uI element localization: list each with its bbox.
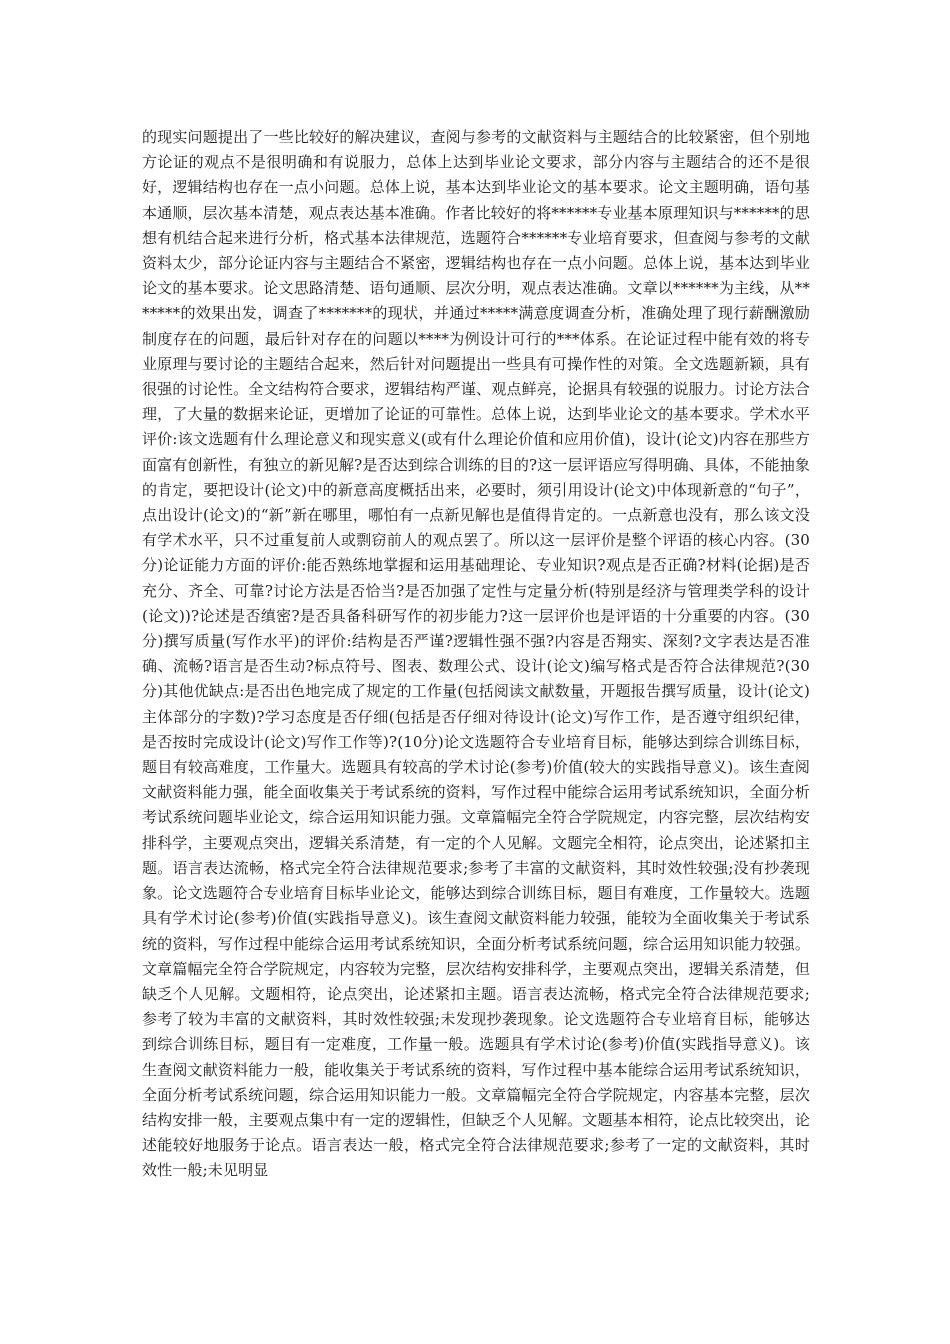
body-paragraph: 的现实问题提出了一些比较好的解决建议，查阅与参考的文献资料与主题结合的比较紧密，但个别地方论证的观点不是很明确和有说服力，总体上达到毕业论文要求，部分内容与主题结合的还不是很好，逻辑结构也存在一点小问题。总体上说，基本达到毕业论文的基本要求。论文主题明确，语句基本通顺，层次基本清楚，观点表达基本准确。作者比较好的将******专业基本原理知识与******的思想有机结合起来进行分析，格式基本法律规范，选题符合******专业培育要求，但查阅与参考的文献资料太少，部分论证内容与主题结合不紧密，逻辑结构也存在一点小问题。总体上说，基本达到毕业论文的基本要求。论文思路清楚、语句通顺、层次分明，观点表达准确。文章以******为主线，从*******的效果出发，调查了*******的现状，并通过*****满意度调查分析，准确处理了现行薪酬激励制度存在的问题，最后针对存在的问题以****为例设计可行的***体系。在论证过程中能有效的将专业原理与要讨论的主题结合起来，然后针对问题提出一些具有可操作性的对策。全文选题新颖，具有很强的讨论性。全文结构符合要求，逻辑结构严谨、观点鲜亮，论据具有较强的说服力。讨论方法合理，了大量的数据来论证，更增加了论证的可靠性。总体上说，达到毕业论文的基本要求。学术水平评价:该文选题有什么理论意义和现实意义(或有什么理论价值和应用价值)，设计(论文)内容在那些方面富有创新性，有独立的新见解?是否达到综合训练的目的?这一层评语应写得明确、具体，不能抽象的肯定，要把设计(论文)中的新意高度概括出来，必要时，须引用设计(论文)中体现新意的“句子”，点出设计(论文)的“新”新在哪里，哪怕有一点新见解也是值得肯定的。一点新意也没有，那么该文没有学术水平，只不过重复前人或剽窃前人的观点罢了。所以这一层评价是整个评语的核心内容。(30分)论证能力方面的评价:能否熟练地掌握和运用基础理论、专业知识?观点是否正确?材料(论据)是否充分、齐全、可靠?讨论方法是否恰当?是否加强了定性与定量分析(特别是经济与管理类学科的设计(论文))?论述是否缜密?是否具备科研写作的初步能力?这一层评价也是评语的十分重要的内容。(30分)撰写质量(写作水平)的评价:结构是否严谨?逻辑性强不强?内容是否翔实、深刻?文字表达是否准确、流畅?语言是否生动?标点符号、图表、数理公式、设计(论文)编写格式是否符合法律规范?(30分)其他优缺点:是否出色地完成了规定的工作量(包括阅读文献数量，开题报告撰写质量，设计(论文)主体部分的字数)?学习态度是否仔细(包括是否仔细对待设计(论文)写作工作，是否遵守组织纪律，是否按时完成设计(论文)写作工作等)?(10分)论文选题符合专业培育目标，能够达到综合训练目标，题目有较高难度，工作量大。选题具有较高的学术讨论(参考)价值(较大的实践指导意义)。该生查阅文献资料能力强，能全面收集关于考试系统的资料，写作过程中能综合运用考试系统知识，全面分析考试系统问题毕业论文，综合运用知识能力强。文章篇幅完全符合学院规定，内容完整，层次结构安排科学，主要观点突出，逻辑关系清楚，有一定的个人见解。文题完全相符，论点突出，论述紧扣主题。语言表达流畅，格式完全符合法律规范要求;参考了丰富的文献资料，其时效性较强;没有抄袭现象。论文选题符合专业培育目标毕业论文，能够达到综合训练目标，题目有难度，工作量较大。选题具有学术讨论(参考)价值(实践指导意义)。该生查阅文献资料能力较强，能较为全面收集关于考试系统的资料，写作过程中能综合运用考试系统知识，全面分析考试系统问题，综合运用知识能力较强。文章篇幅完全符合学院规定，内容较为完整，层次结构安排科学，主要观点突出，逻辑关系清楚，但缺乏个人见解。文题相符，论点突出，论述紧扣主题。语言表达流畅，格式完全符合法律规范要求;参考了较为丰富的文献资料，其时效性较强;未发现抄袭现象。论文选题符合专业培育目标，能够达到综合训练目标，题目有一定难度，工作量一般。选题具有学术讨论(参考)价值(实践指导意义)。该生查阅文献资料能力一般，能收集关于考试系统的资料，写作过程中基本能综合运用考试系统知识，全面分析考试系统问题，综合运用知识能力一般。文章篇幅完全符合学院规定，内容基本完整，层次结构安排一般，主要观点集中有一定的逻辑性，但缺乏个人见解。文题基本相符，论点比较突出，论述能较好地服务于论点。语言表达一般，格式完全符合法律规范要求;参考了一定的文献资料，其时效性一般;未见明显: [142, 128, 810, 1180]
